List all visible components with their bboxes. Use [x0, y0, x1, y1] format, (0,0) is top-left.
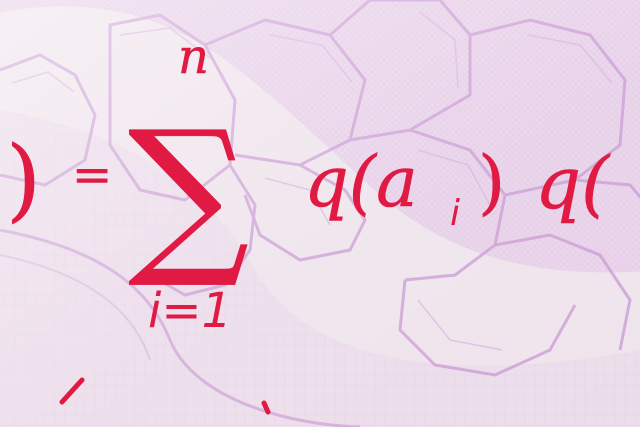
lower-limit-i-equals-1: i=1: [148, 283, 233, 339]
summand-subscript-i: i: [450, 193, 461, 234]
summand-q-a: q(a: [304, 141, 418, 223]
summation-sigma: ∑: [128, 95, 250, 293]
summand-close-parenthesis: ): [478, 141, 506, 223]
left-parenthesis: ): [6, 127, 42, 232]
upper-limit-n: n: [178, 29, 209, 85]
equals-sign: =: [72, 147, 113, 203]
second-term-q: q(: [535, 141, 610, 225]
